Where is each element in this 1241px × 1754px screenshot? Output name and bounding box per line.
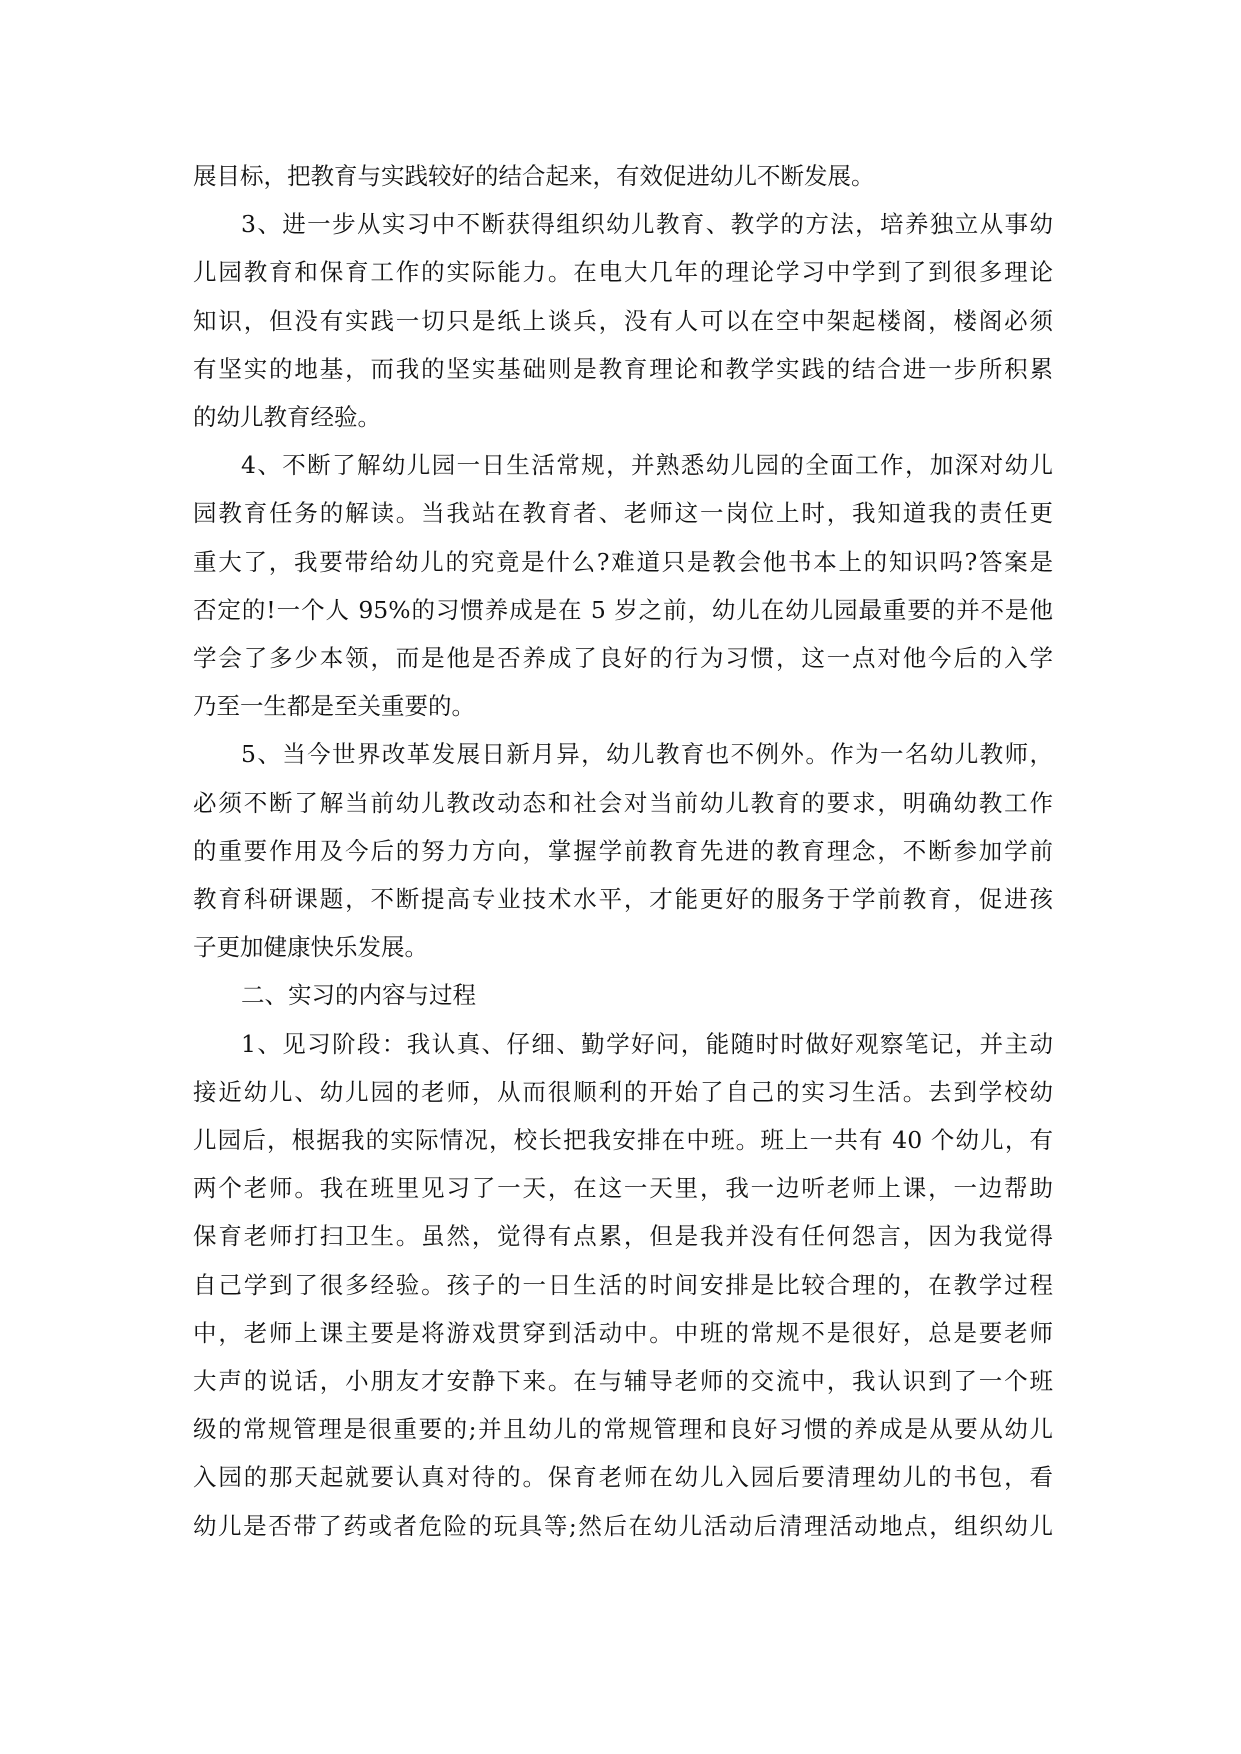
text-line: 3、进一步从实习中不断获得组织幼儿教育、教学的方法，培养独立从事幼 <box>241 210 1053 239</box>
text-line: 4、不断了解幼儿园一日生活常规，并熟悉幼儿园的全面工作，加深对幼儿 <box>241 451 1053 480</box>
text-line: 儿园后，根据我的实际情况，校长把我安排在中班。班上一共有 40 个幼儿，有 <box>193 1126 1053 1154</box>
text-line: 1、见习阶段：我认真、仔细、勤学好问，能随时时做好观察笔记，并主动 <box>241 1029 1053 1058</box>
text-line: 子更加健康快乐发展。 <box>193 933 428 962</box>
text-line: 级的常规管理是很重要的;并且幼儿的常规管理和良好习惯的养成是从要从幼儿 <box>193 1415 1053 1444</box>
text-line: 入园的那天起就要认真对待的。保育老师在幼儿入园后要清理幼儿的书包，看 <box>193 1463 1053 1492</box>
text-line: 乃至一生都是至关重要的。 <box>193 692 475 721</box>
text-line: 园教育任务的解读。当我站在教育者、老师这一岗位上时，我知道我的责任更 <box>193 499 1053 528</box>
text-line: 的幼儿教育经验。 <box>193 403 381 431</box>
text-line: 有坚实的地基，而我的坚实基础则是教育理论和教学实践的结合进一步所积累 <box>193 354 1053 383</box>
text-line: 幼儿是否带了药或者危险的玩具等;然后在幼儿活动后清理活动地点，组织幼儿 <box>193 1511 1053 1540</box>
text-line: 学会了多少本领，而是他是否养成了良好的行为习惯，这一点对他今后的入学 <box>193 644 1053 672</box>
text-line: 教育科研课题，不断提高专业技术水平，才能更好的服务于学前教育，促进孩 <box>193 885 1053 913</box>
text-line: 的重要作用及今后的努力方向，掌握学前教育先进的教育理念，不断参加学前 <box>193 836 1053 865</box>
text-line: 必须不断了解当前幼儿教改动态和社会对当前幼儿教育的要求，明确幼教工作 <box>193 788 1053 817</box>
text-line: 儿园教育和保育工作的实际能力。在电大几年的理论学习中学到了到很多理论 <box>193 258 1053 287</box>
text-line: 中，老师上课主要是将游戏贯穿到活动中。中班的常规不是很好，总是要老师 <box>193 1318 1053 1347</box>
text-line: 否定的!一个人 95%的习惯养成是在 5 岁之前，幼儿在幼儿园最重要的并不是他 <box>193 595 1053 624</box>
text-line: 展目标，把教育与实践较好的结合起来，有效促进幼儿不断发展。 <box>193 162 875 190</box>
text-line: 自己学到了很多经验。孩子的一日生活的时间安排是比较合理的，在教学过程 <box>193 1270 1053 1299</box>
text-line: 5、当今世界改革发展日新月异，幼儿教育也不例外。作为一名幼儿教师， <box>241 740 1053 769</box>
text-line: 重大了，我要带给幼儿的究竟是什么?难道只是教会他书本上的知识吗?答案是 <box>193 547 1053 576</box>
text-line: 接近幼儿、幼儿园的老师，从而很顺利的开始了自己的实习生活。去到学校幼 <box>193 1077 1053 1106</box>
text-line: 知识，但没有实践一切只是纸上谈兵，没有人可以在空中架起楼阁，楼阁必须 <box>193 306 1053 335</box>
text-line: 两个老师。我在班里见习了一天，在这一天里，我一边听老师上课，一边帮助 <box>193 1174 1053 1203</box>
text-line: 保育老师打扫卫生。虽然，觉得有点累，但是我并没有任何怨言，因为我觉得 <box>193 1222 1053 1251</box>
text-line: 二、实习的内容与过程 <box>241 981 476 1010</box>
text-line: 大声的说话，小朋友才安静下来。在与辅导老师的交流中，我认识到了一个班 <box>193 1367 1053 1395</box>
